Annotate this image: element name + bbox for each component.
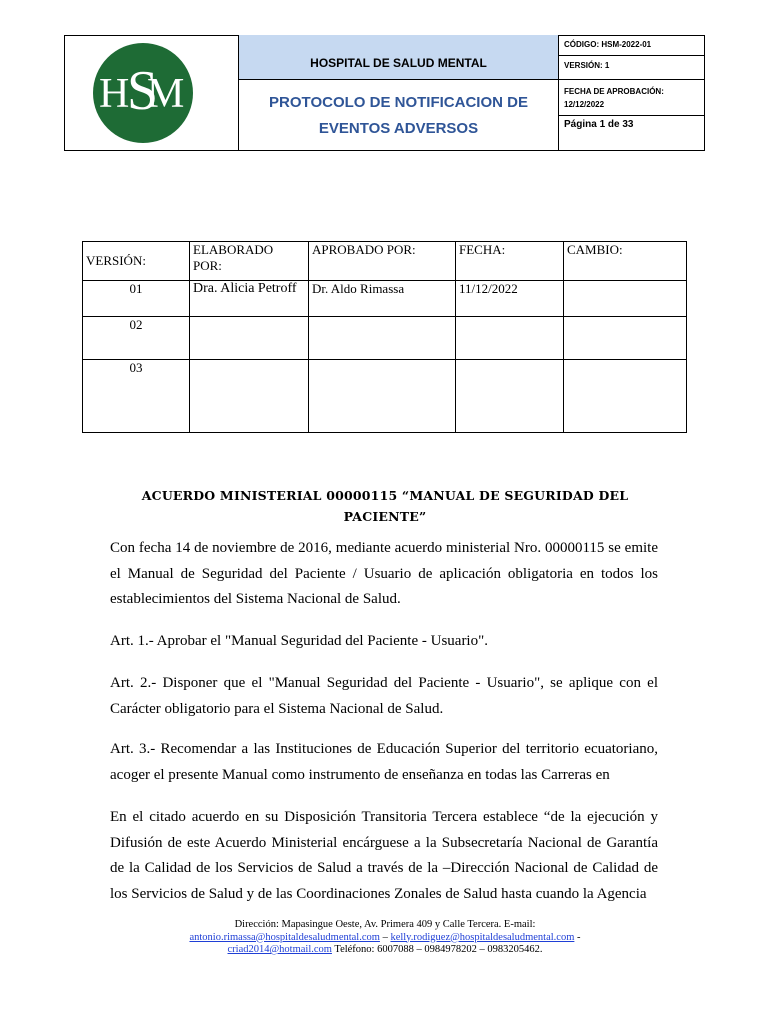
- cell-elaborado: [190, 360, 309, 433]
- paragraph-art-2: Art. 2.- Disponer que el "Manual Seguridad del Paciente - Usuario", se aplique con el Carácter obligatorio para el Sistema Nacional de Salud.: [110, 675, 658, 717]
- protocol-title-line-2: EVENTOS ADVERSOS: [318, 119, 479, 137]
- footer-emails-line: [110, 932, 660, 945]
- page-number: Página 1 de 33: [564, 119, 634, 130]
- hsm-logo: [93, 43, 193, 143]
- email-link-criad[interactable]: criad2014@hotmail.com: [227, 944, 332, 955]
- header-aprobado: APROBADO POR:: [309, 242, 456, 281]
- protocol-title-line-1: PROTOCOLO DE NOTIFICACION DE: [269, 93, 528, 111]
- header-version: VERSIÓN:: [83, 242, 190, 281]
- cell-cambio: [564, 317, 687, 360]
- document-code: CÓDIGO: HSM-2022-01: [559, 35, 705, 56]
- email-link-rodiguez[interactable]: kelly.rodiguez@hospitaldesaludmental.com: [390, 931, 575, 943]
- approval-date: [559, 80, 705, 116]
- cell-aprobado: [309, 317, 456, 360]
- table-header-row: [83, 242, 687, 281]
- cell-version: 01: [83, 281, 190, 317]
- paragraph-transitoria: En el citado acuerdo en su Disposición Transitoria Tercera establece “de la ejecución y Difusión de este Acuerdo Ministerial encárguese a la Subsecretaría Nacional de Garantía de la Calidad de los Servicios de Salud a través de la –Dirección Nacional de Calidad de los Servicios de Salud y de las Coordinaciones Zonales de Salud hasta cuando la Agencia: [110, 809, 658, 902]
- table-row: [83, 360, 687, 433]
- footer-contact-line: [110, 944, 660, 957]
- table-row: [83, 281, 687, 317]
- footer-separator: –: [379, 931, 391, 943]
- approval-date-label: FECHA DE APROBACIÓN:: [564, 87, 664, 96]
- cell-cambio: [564, 281, 687, 317]
- cell-fecha: [456, 317, 564, 360]
- logo-letter-h: H: [99, 71, 130, 117]
- cell-fecha: 11/12/2022: [456, 281, 564, 317]
- paragraph-art-3: Art. 3.- Recomendar a las Instituciones de Educación Superior del territorio ecuatoriano, acoger el presente Manual como instrumento de enseñanza en todas las Carreras en: [110, 741, 658, 783]
- cell-version: 02: [83, 317, 190, 360]
- paragraph-intro: Con fecha 14 de noviembre de 2016, mediante acuerdo ministerial Nro. 00000115 se emite el Manual de Seguridad del Paciente / Usuario de aplicación obligatoria en todos los establecimientos del Sistema Nacional de Salud.: [110, 540, 658, 607]
- logo-letter-m: M: [147, 71, 185, 117]
- cell-elaborado: Dra. Alicia Petroff: [190, 281, 309, 317]
- footer-separator: -: [574, 931, 581, 943]
- version-history-table: [82, 241, 687, 433]
- header-elaborado: ELABORADO POR:: [190, 242, 309, 281]
- page-footer: [110, 919, 660, 957]
- cell-version: 03: [83, 360, 190, 433]
- logo-letter-s: S: [127, 60, 159, 122]
- cell-aprobado: Dr. Aldo Rimassa: [309, 281, 456, 317]
- logo-cell: [64, 35, 239, 151]
- hospital-name: HOSPITAL DE SALUD MENTAL: [239, 35, 559, 80]
- cell-fecha: [456, 360, 564, 433]
- table-row: [83, 317, 687, 360]
- cell-aprobado: [309, 360, 456, 433]
- approval-date-value: 12/12/2022: [564, 100, 605, 109]
- cell-cambio: [564, 360, 687, 433]
- header-cambio: CAMBIO:: [564, 242, 687, 281]
- document-version: VERSIÓN: 1: [559, 56, 705, 80]
- protocol-title: [239, 80, 559, 151]
- footer-phones: Teléfono: 6007088 – 0984978202 – 0983205462.: [331, 944, 543, 955]
- cell-elaborado: [190, 317, 309, 360]
- section-heading: ACUERDO MINISTERIAL 00000115 “MANUAL DE SEGURIDAD DEL PACIENTE”: [141, 488, 629, 524]
- header-fecha: FECHA:: [456, 242, 564, 281]
- footer-address: Dirección: Mapasingue Oeste, Av. Primera 409 y Calle Tercera. E-mail:: [234, 919, 536, 930]
- paragraph-art-1: Art. 1.- Aprobar el "Manual Seguridad del Paciente - Usuario".: [110, 633, 488, 649]
- email-link-rimassa[interactable]: antonio.rimassa@hospitaldesaludmental.com: [189, 931, 380, 943]
